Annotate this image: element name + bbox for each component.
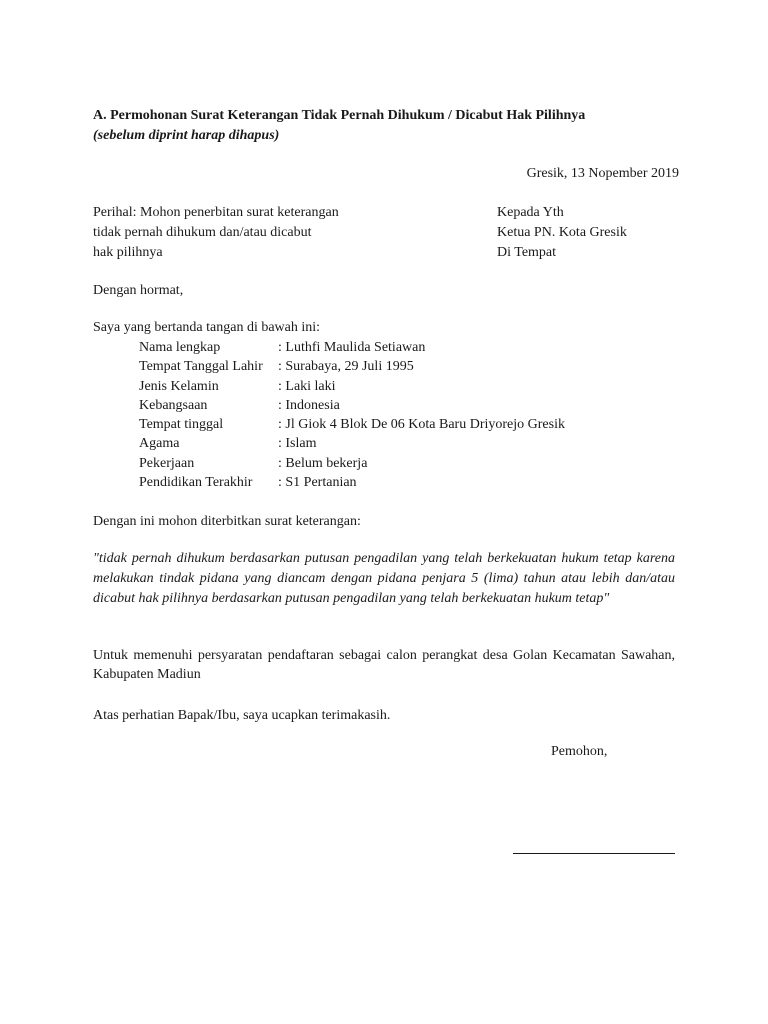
letter-date: Gresik, 13 Nopember 2019 [526, 166, 679, 181]
request-text: Dengan ini mohon diterbitkan surat keterangan: [93, 514, 361, 529]
recipient-line: Kepada Yth [497, 205, 564, 220]
detail-row [139, 396, 565, 415]
requested-statement: "tidak pernah dihukum berdasarkan putusan pengadilan yang telah berkekuatan hukum tetap karena melakukan tindak pidana yang diancam dengan pidana penjara 5 (lima) tahun atau lebih dan/atau dicabut hak pilihnya berdasarkan putusan pengadilan yang telah berkekuatan hukum tetap" [93, 551, 675, 606]
detail-value: : S1 Pertanian [278, 475, 357, 491]
detail-label: Nama lengkap [139, 340, 221, 355]
purpose-paragraph: Untuk memenuhi persyaratan pendaftaran sebagai calon perangkat desa Golan Kecamatan Sawahan, Kabupaten Madiun [93, 648, 675, 682]
detail-row [139, 415, 565, 434]
detail-label: Pendidikan Terakhir [139, 475, 253, 491]
signoff-label: Pemohon, [551, 744, 608, 759]
detail-value: : Indonesia [278, 397, 340, 413]
subject-block [93, 203, 339, 263]
subject-line: tidak pernah dihukum dan/atau dicabut [93, 225, 312, 240]
detail-value: : Surabaya, 29 Juli 1995 [278, 359, 414, 375]
detail-row [139, 454, 565, 473]
document-title: A. Permohonan Surat Keterangan Tidak Pernah Dihukum / Dicabut Hak Pilihnya [93, 108, 586, 123]
detail-label: Kebangsaan [139, 397, 208, 413]
detail-label: Tempat Tanggal Lahir [139, 359, 263, 375]
closing-thanks: Atas perhatian Bapak/Ibu, saya ucapkan terimakasih. [93, 708, 391, 723]
detail-row [139, 434, 565, 453]
detail-label: Jenis Kelamin [139, 378, 219, 394]
applicant-details [139, 338, 565, 492]
print-note: (sebelum diprint harap dihapus) [93, 128, 280, 143]
detail-row [139, 338, 565, 357]
detail-value: : Laki laki [278, 378, 336, 394]
detail-label: Tempat tinggal [139, 417, 224, 433]
detail-value: : Belum bekerja [278, 455, 368, 471]
detail-row [139, 357, 565, 376]
recipient-line: Di Tempat [497, 245, 557, 260]
recipient-line: Ketua PN. Kota Gresik [497, 225, 627, 240]
detail-label: Pekerjaan [139, 455, 195, 471]
detail-row [139, 377, 565, 396]
detail-label: Agama [139, 436, 180, 452]
subject-line: hak pilihnya [93, 245, 163, 260]
detail-value: : Luthfi Maulida Setiawan [278, 340, 426, 355]
detail-value: : Islam [278, 436, 317, 452]
intro-text: Saya yang bertanda tangan di bawah ini: [93, 320, 321, 335]
detail-value: : Jl Giok 4 Blok De 06 Kota Baru Driyorejo Gresik [278, 417, 565, 433]
greeting: Dengan hormat, [93, 283, 184, 298]
signature-line [513, 853, 675, 854]
recipient-block [497, 203, 627, 263]
detail-row [139, 473, 565, 492]
subject-line: Perihal: Mohon penerbitan surat keterangan [93, 205, 339, 220]
